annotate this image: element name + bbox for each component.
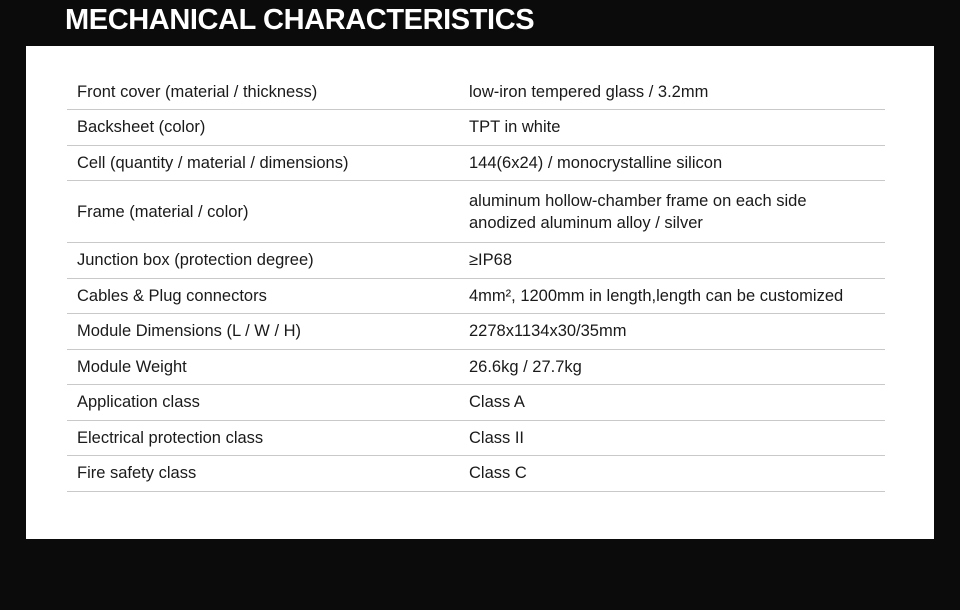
table-row (67, 145, 885, 181)
row-label: Application class (67, 385, 459, 421)
table-row (67, 74, 885, 110)
row-value: Class C (459, 456, 885, 492)
table-row (67, 456, 885, 492)
table-row (67, 349, 885, 385)
table-row (67, 110, 885, 146)
row-value: ≥IP68 (459, 243, 885, 279)
row-value: 26.6kg / 27.7kg (459, 349, 885, 385)
row-label: Frame (material / color) (67, 181, 459, 243)
row-value: Class II (459, 420, 885, 456)
row-label: Cell (quantity / material / dimensions) (67, 145, 459, 181)
table-row (67, 314, 885, 350)
row-value-line: anodized aluminum alloy / silver (469, 213, 703, 232)
row-label: Electrical protection class (67, 420, 459, 456)
table-row (67, 420, 885, 456)
row-value: 4mm², 1200mm in length,length can be customized (459, 278, 885, 314)
row-value: 144(6x24) / monocrystalline silicon (459, 145, 885, 181)
row-label: Fire safety class (67, 456, 459, 492)
row-value: TPT in white (459, 110, 885, 146)
row-value (459, 181, 885, 243)
row-label: Front cover (material / thickness) (67, 74, 459, 110)
row-label: Module Weight (67, 349, 459, 385)
table-row (67, 385, 885, 421)
spec-table (67, 74, 885, 492)
table-row (67, 278, 885, 314)
row-label: Junction box (protection degree) (67, 243, 459, 279)
row-label: Module Dimensions (L / W / H) (67, 314, 459, 350)
row-value: Class A (459, 385, 885, 421)
table-row (67, 243, 885, 279)
row-value: 2278x1134x30/35mm (459, 314, 885, 350)
row-value-line: aluminum hollow-chamber frame on each side (469, 191, 807, 210)
table-row (67, 181, 885, 243)
page-title: MECHANICAL CHARACTERISTICS (65, 4, 535, 36)
row-label: Backsheet (color) (67, 110, 459, 146)
row-label: Cables & Plug connectors (67, 278, 459, 314)
row-value: low-iron tempered glass / 3.2mm (459, 74, 885, 110)
